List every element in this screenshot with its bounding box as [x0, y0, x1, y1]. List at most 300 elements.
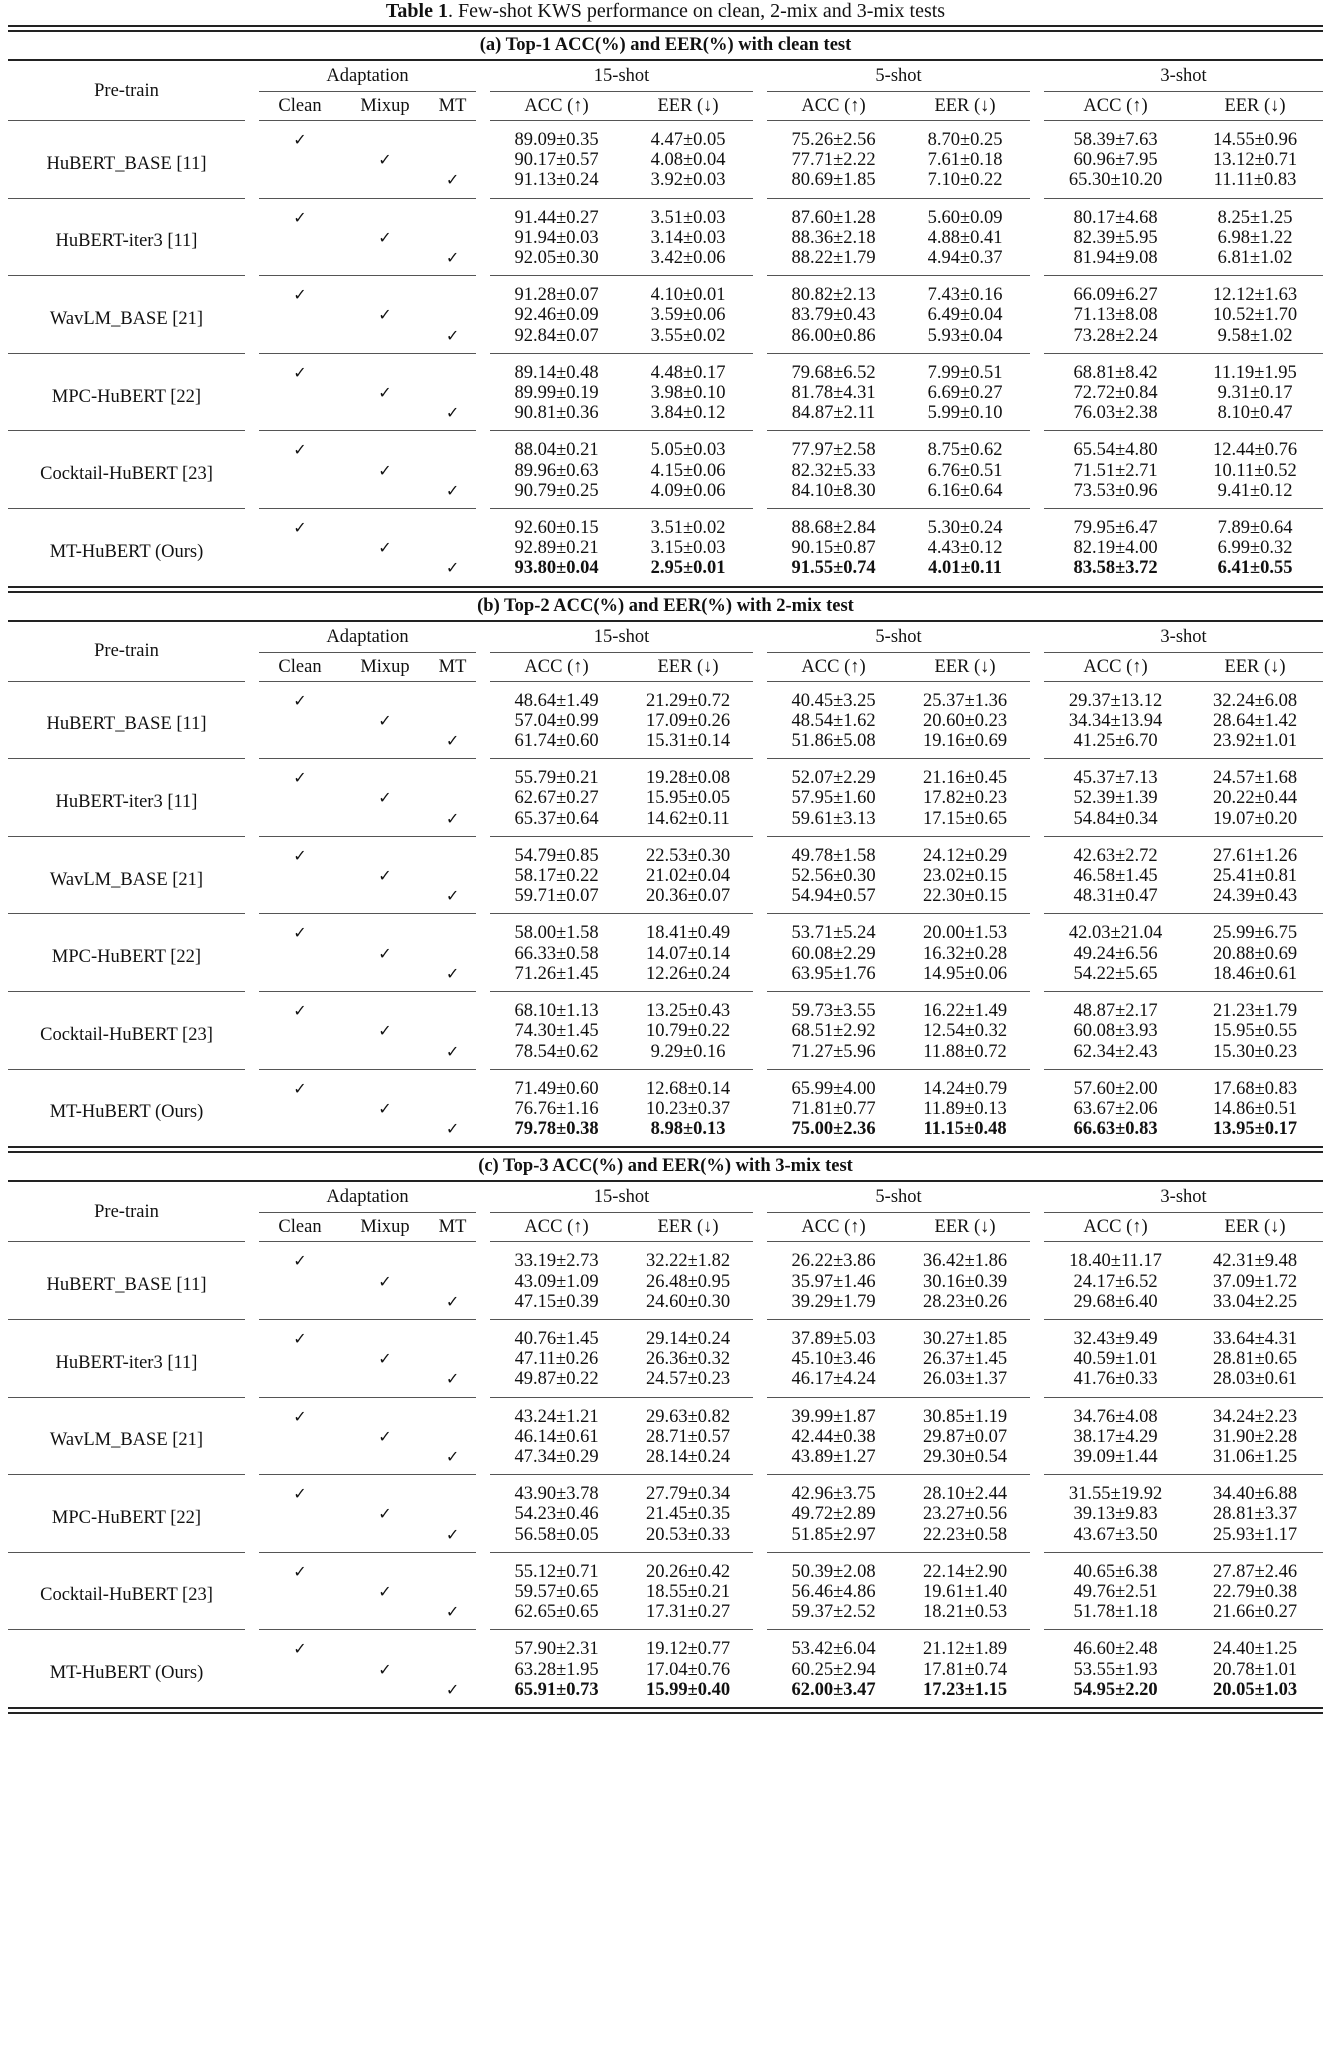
- spacer: [476, 992, 490, 1021]
- eer-value: 23.92±1.01: [1212, 731, 1298, 752]
- pretrain-model-name: MPC-HuBERT [22]: [51, 386, 202, 407]
- eer-value: 17.31±0.27: [645, 1602, 731, 1623]
- spacer: [1030, 150, 1044, 170]
- acc-value: 52.39±1.39: [1073, 788, 1158, 809]
- acc-value: 88.22±1.79: [791, 248, 876, 269]
- empty-cell: [429, 150, 476, 170]
- col-header-mt: MT: [438, 96, 467, 116]
- eer-value: 31.06±1.25: [1212, 1446, 1298, 1467]
- col-header-eer: EER (↓): [1224, 656, 1286, 677]
- empty-cell: [429, 431, 476, 460]
- empty-cell: [429, 759, 476, 788]
- spacer: [476, 1349, 490, 1369]
- acc-value: 75.26±2.56: [791, 130, 876, 150]
- pretrain-model-name: WavLM_BASE [21]: [49, 869, 204, 890]
- eer-value: 29.87±0.07: [922, 1426, 1008, 1447]
- spacer: [245, 1525, 259, 1552]
- col-header-eer: EER (↓): [1224, 1217, 1286, 1238]
- section-table: [8, 61, 1323, 586]
- col-header-clean: Clean: [278, 656, 322, 677]
- check-icon: ✓: [293, 362, 307, 382]
- table-row: [8, 1630, 1323, 1659]
- spacer: [245, 1660, 259, 1680]
- acc-value: 73.28±2.24: [1073, 325, 1158, 346]
- acc-value: 38.17±4.29: [1073, 1426, 1158, 1447]
- spacer: [1030, 481, 1044, 508]
- eer-value: 3.15±0.03: [650, 538, 726, 559]
- empty-cell: [429, 305, 476, 325]
- section-table: [8, 1182, 1323, 1707]
- col-header-acc: ACC (↑): [1083, 1217, 1148, 1238]
- spacer: [1030, 276, 1044, 305]
- acc-value: 62.00±3.47: [791, 1679, 876, 1700]
- empty-cell: [259, 1582, 341, 1602]
- table-row: [8, 1070, 1323, 1099]
- eer-value: 20.22±0.44: [1212, 788, 1298, 809]
- spacer: [245, 1182, 259, 1213]
- eer-value: 20.36±0.07: [645, 886, 731, 907]
- eer-value: 14.62±0.11: [646, 808, 730, 829]
- empty-cell: [429, 461, 476, 481]
- acc-value: 63.67±2.06: [1073, 1098, 1158, 1119]
- spacer: [476, 326, 490, 353]
- check-icon: ✓: [378, 1659, 392, 1679]
- acc-value: 51.78±1.18: [1073, 1602, 1158, 1623]
- empty-cell: [341, 1398, 429, 1427]
- acc-value: 51.85±2.97: [791, 1524, 876, 1545]
- check-icon: ✓: [293, 845, 307, 865]
- eer-value: 37.09±1.72: [1212, 1271, 1298, 1292]
- spacer: [245, 1680, 259, 1707]
- pretrain-model-name: Cocktail-HuBERT [23]: [40, 1024, 213, 1045]
- table-row: [8, 431, 1323, 460]
- results-table: [8, 25, 1323, 1714]
- acc-value: 53.55±1.93: [1073, 1659, 1158, 1680]
- spacer: [1030, 759, 1044, 788]
- eer-value: 17.23±1.15: [922, 1679, 1008, 1700]
- acc-value: 58.17±0.22: [514, 866, 599, 887]
- spacer: [753, 1320, 767, 1349]
- eer-value: 19.61±1.40: [922, 1581, 1008, 1602]
- check-icon: ✓: [293, 1328, 307, 1348]
- spacer: [476, 431, 490, 460]
- eer-value: 7.61±0.18: [927, 150, 1003, 171]
- table-caption-text: . Few-shot KWS performance on clean, 2-mix and 3-mix tests: [447, 0, 946, 22]
- spacer: [753, 1504, 767, 1524]
- spacer: [245, 509, 259, 538]
- eer-value: 4.47±0.05: [650, 130, 726, 150]
- acc-value: 47.34±0.29: [514, 1446, 599, 1467]
- empty-cell: [429, 276, 476, 305]
- spacer: [476, 1680, 490, 1707]
- pretrain-model-name: HuBERT-iter3 [11]: [55, 231, 198, 252]
- eer-value: 27.61±1.26: [1212, 845, 1298, 866]
- spacer: [245, 383, 259, 403]
- eer-value: 21.45±0.35: [645, 1504, 731, 1525]
- spacer: [245, 1042, 259, 1069]
- spacer: [753, 1292, 767, 1319]
- spacer: [1030, 248, 1044, 275]
- spacer: [476, 1427, 490, 1447]
- spacer: [1030, 121, 1044, 150]
- spacer: [753, 61, 767, 92]
- acc-value: 56.46±4.86: [791, 1581, 876, 1602]
- eer-value: 6.81±1.02: [1217, 248, 1293, 269]
- eer-value: 26.48±0.95: [645, 1271, 731, 1292]
- table-row: [8, 759, 1323, 788]
- pretrain-model-name: WavLM_BASE [21]: [49, 1430, 204, 1451]
- spacer: [753, 1660, 767, 1680]
- spacer: [245, 1630, 259, 1659]
- empty-cell: [259, 170, 341, 197]
- shot-header-3-shot: 3-shot: [1044, 622, 1323, 653]
- empty-cell: [429, 788, 476, 808]
- col-header-eer: EER (↓): [934, 1217, 996, 1238]
- spacer: [476, 403, 490, 430]
- eer-value: 22.14±2.90: [922, 1561, 1008, 1582]
- spacer: [753, 1213, 767, 1241]
- check-icon: ✓: [445, 1446, 460, 1466]
- check-icon: ✓: [445, 248, 460, 268]
- spacer: [753, 150, 767, 170]
- acc-value: 52.07±2.29: [791, 768, 876, 789]
- spacer: [476, 788, 490, 808]
- eer-value: 28.10±2.44: [922, 1484, 1008, 1505]
- header-row-groups: [8, 61, 1323, 92]
- empty-cell: [259, 403, 341, 430]
- acc-value: 54.22±5.65: [1073, 963, 1158, 984]
- spacer: [476, 354, 490, 383]
- spacer: [476, 866, 490, 886]
- spacer: [1030, 1447, 1044, 1474]
- spacer: [1030, 1369, 1044, 1396]
- empty-cell: [429, 538, 476, 558]
- spacer: [476, 150, 490, 170]
- table-row: [8, 199, 1323, 228]
- spacer: [245, 1070, 259, 1099]
- table-row: [8, 914, 1323, 943]
- eer-value: 4.10±0.01: [650, 285, 726, 306]
- acc-value: 39.13±9.83: [1073, 1504, 1158, 1525]
- acc-value: 92.60±0.15: [514, 518, 599, 539]
- acc-value: 82.39±5.95: [1073, 227, 1158, 248]
- col-header-eer: EER (↓): [934, 656, 996, 677]
- table-row: [8, 1242, 1323, 1271]
- empty-cell: [341, 1119, 429, 1146]
- spacer: [476, 682, 490, 711]
- table-row: [8, 1553, 1323, 1582]
- empty-cell: [259, 461, 341, 481]
- spacer: [245, 1242, 259, 1271]
- acc-value: 65.91±0.73: [514, 1679, 599, 1700]
- table-caption: [0, 0, 1331, 22]
- acc-value: 47.11±0.26: [514, 1349, 599, 1370]
- section-table: [8, 622, 1323, 1147]
- empty-cell: [429, 1021, 476, 1041]
- spacer: [753, 276, 767, 305]
- eer-value: 24.60±0.30: [645, 1291, 731, 1312]
- spacer: [753, 944, 767, 964]
- empty-cell: [429, 1427, 476, 1447]
- empty-cell: [259, 1369, 341, 1396]
- eer-value: 19.12±0.77: [645, 1639, 731, 1660]
- eer-value: 30.16±0.39: [922, 1271, 1008, 1292]
- eer-value: 4.15±0.06: [650, 460, 726, 481]
- spacer: [753, 1427, 767, 1447]
- spacer: [753, 914, 767, 943]
- acc-value: 89.09±0.35: [514, 130, 599, 150]
- acc-value: 57.04±0.99: [514, 710, 599, 731]
- spacer: [1030, 558, 1044, 585]
- eer-value: 4.43±0.12: [927, 538, 1003, 559]
- acc-value: 54.95±2.20: [1073, 1679, 1158, 1700]
- empty-cell: [341, 1447, 429, 1474]
- spacer: [476, 1660, 490, 1680]
- acc-value: 41.25±6.70: [1073, 731, 1158, 752]
- eer-value: 3.59±0.06: [650, 305, 726, 326]
- empty-cell: [341, 1602, 429, 1629]
- table-row: [8, 1475, 1323, 1504]
- spacer: [476, 1320, 490, 1349]
- spacer: [753, 731, 767, 758]
- spacer: [1030, 1582, 1044, 1602]
- empty-cell: [429, 1272, 476, 1292]
- spacer: [753, 682, 767, 711]
- spacer: [1030, 1042, 1044, 1069]
- empty-cell: [259, 1021, 341, 1041]
- table-row: [8, 354, 1323, 383]
- eer-value: 17.09±0.26: [645, 710, 731, 731]
- acc-value: 81.94±9.08: [1073, 248, 1158, 269]
- acc-value: 90.79±0.25: [514, 480, 599, 501]
- eer-value: 25.93±1.17: [1212, 1524, 1298, 1545]
- eer-value: 9.31±0.17: [1217, 383, 1293, 404]
- eer-value: 12.68±0.14: [645, 1078, 731, 1099]
- acc-value: 52.56±0.30: [791, 866, 876, 887]
- empty-cell: [259, 1504, 341, 1524]
- spacer: [476, 170, 490, 197]
- eer-value: 26.03±1.37: [922, 1369, 1008, 1390]
- section-top-rule: [8, 1146, 1323, 1153]
- spacer: [1030, 1630, 1044, 1659]
- empty-cell: [259, 558, 341, 585]
- acc-value: 59.71±0.07: [514, 886, 599, 907]
- acc-value: 48.87±2.17: [1073, 1001, 1158, 1022]
- spacer: [245, 1475, 259, 1504]
- eer-value: 24.40±1.25: [1212, 1639, 1298, 1660]
- acc-value: 40.76±1.45: [514, 1328, 599, 1349]
- acc-value: 46.60±2.48: [1073, 1639, 1158, 1660]
- spacer: [476, 305, 490, 325]
- eer-value: 11.88±0.72: [923, 1041, 1007, 1062]
- acc-value: 41.76±0.33: [1073, 1369, 1158, 1390]
- empty-cell: [429, 711, 476, 731]
- empty-cell: [341, 326, 429, 353]
- pretrain-model-name: Cocktail-HuBERT [23]: [40, 464, 213, 485]
- empty-cell: [259, 1427, 341, 1447]
- acc-value: 90.17±0.57: [514, 150, 599, 171]
- eer-value: 3.55±0.02: [650, 325, 726, 346]
- spacer: [753, 1070, 767, 1099]
- eer-value: 11.15±0.48: [923, 1119, 1007, 1140]
- spacer: [245, 653, 259, 681]
- eer-value: 29.63±0.82: [645, 1406, 731, 1427]
- spacer: [245, 558, 259, 585]
- acc-value: 63.95±1.76: [791, 963, 876, 984]
- acc-value: 39.09±1.44: [1073, 1446, 1158, 1467]
- spacer: [753, 653, 767, 681]
- table-row: [8, 837, 1323, 866]
- eer-value: 11.19±1.95: [1213, 362, 1297, 383]
- spacer: [1030, 1349, 1044, 1369]
- spacer: [476, 1213, 490, 1241]
- eer-value: 22.53±0.30: [645, 845, 731, 866]
- acc-value: 83.79±0.43: [791, 305, 876, 326]
- col-header-mt: MT: [438, 656, 467, 677]
- spacer: [245, 1292, 259, 1319]
- spacer: [476, 1242, 490, 1271]
- spacer: [1030, 1213, 1044, 1241]
- spacer: [753, 509, 767, 538]
- spacer: [753, 1182, 767, 1213]
- empty-cell: [341, 276, 429, 305]
- empty-cell: [429, 121, 476, 150]
- acc-value: 88.04±0.21: [514, 440, 599, 461]
- spacer: [245, 682, 259, 711]
- acc-value: 91.55±0.74: [791, 558, 876, 579]
- acc-value: 89.99±0.19: [514, 383, 599, 404]
- eer-value: 3.92±0.03: [650, 170, 726, 191]
- spacer: [476, 1099, 490, 1119]
- check-icon: ✓: [293, 1406, 307, 1426]
- spacer: [245, 1602, 259, 1629]
- acc-value: 82.19±4.00: [1073, 538, 1158, 559]
- spacer: [1030, 1660, 1044, 1680]
- acc-value: 46.58±1.45: [1073, 866, 1158, 887]
- spacer: [245, 788, 259, 808]
- eer-value: 13.95±0.17: [1212, 1119, 1298, 1140]
- spacer: [245, 1272, 259, 1292]
- acc-value: 73.53±0.96: [1073, 480, 1158, 501]
- check-icon: ✓: [378, 460, 392, 480]
- acc-value: 43.89±1.27: [791, 1446, 876, 1467]
- spacer: [476, 383, 490, 403]
- empty-cell: [341, 1320, 429, 1349]
- acc-value: 92.46±0.09: [514, 305, 599, 326]
- eer-value: 10.79±0.22: [645, 1021, 731, 1042]
- eer-value: 24.12±0.29: [922, 845, 1008, 866]
- eer-value: 3.84±0.12: [650, 403, 726, 424]
- spacer: [753, 481, 767, 508]
- shot-header-5-shot: 5-shot: [767, 622, 1030, 653]
- empty-cell: [259, 964, 341, 991]
- spacer: [753, 461, 767, 481]
- empty-cell: [429, 228, 476, 248]
- empty-cell: [259, 1525, 341, 1552]
- eer-value: 14.07±0.14: [645, 943, 731, 964]
- spacer: [753, 121, 767, 150]
- eer-value: 12.44±0.76: [1212, 440, 1298, 461]
- check-icon: ✓: [445, 558, 460, 578]
- acc-value: 29.37±13.12: [1068, 690, 1163, 711]
- pretrain-model-name: MT-HuBERT (Ours): [49, 541, 204, 562]
- spacer: [753, 1447, 767, 1474]
- spacer: [245, 1213, 259, 1241]
- empty-cell: [259, 305, 341, 325]
- empty-cell: [429, 866, 476, 886]
- check-icon: ✓: [445, 1524, 460, 1544]
- empty-cell: [341, 759, 429, 788]
- eer-value: 28.14±0.24: [645, 1446, 731, 1467]
- table-label: Table 1: [385, 0, 448, 22]
- empty-cell: [341, 886, 429, 913]
- spacer: [245, 759, 259, 788]
- spacer: [1030, 837, 1044, 866]
- eer-value: 9.29±0.16: [650, 1041, 726, 1062]
- acc-value: 61.74±0.60: [514, 731, 599, 752]
- acc-value: 48.54±1.62: [791, 710, 876, 731]
- spacer: [476, 92, 490, 120]
- spacer: [1030, 944, 1044, 964]
- acc-value: 65.54±4.80: [1073, 440, 1158, 461]
- spacer: [753, 1119, 767, 1146]
- eer-value: 20.05±1.03: [1212, 1679, 1298, 1700]
- empty-cell: [259, 944, 341, 964]
- spacer: [753, 538, 767, 558]
- acc-value: 89.14±0.48: [514, 362, 599, 383]
- acc-value: 75.00±2.36: [791, 1119, 876, 1140]
- acc-value: 68.81±8.42: [1073, 362, 1158, 383]
- eer-value: 17.15±0.65: [922, 808, 1008, 829]
- spacer: [476, 837, 490, 866]
- col-header-acc: ACC (↑): [524, 656, 589, 677]
- check-icon: ✓: [293, 923, 307, 943]
- eer-value: 8.10±0.47: [1217, 403, 1293, 424]
- spacer: [1030, 1070, 1044, 1099]
- section-title: (b) Top-2 ACC(%) and EER(%) with 2-mix test: [477, 595, 854, 616]
- empty-cell: [429, 199, 476, 228]
- table-bottom-rule: [8, 1707, 1323, 1714]
- header-row-groups: [8, 1182, 1323, 1213]
- col-header-acc: ACC (↑): [801, 96, 866, 116]
- check-icon: ✓: [445, 1679, 460, 1699]
- empty-cell: [341, 170, 429, 197]
- empty-cell: [341, 1242, 429, 1271]
- table-row: [8, 992, 1323, 1021]
- empty-cell: [259, 1272, 341, 1292]
- eer-value: 29.30±0.54: [922, 1446, 1008, 1467]
- eer-value: 10.52±1.70: [1212, 305, 1298, 326]
- empty-cell: [429, 1582, 476, 1602]
- eer-value: 18.21±0.53: [922, 1602, 1008, 1623]
- spacer: [476, 228, 490, 248]
- spacer: [476, 622, 490, 653]
- pretrain-model-name: MPC-HuBERT [22]: [51, 947, 202, 968]
- acc-value: 34.34±13.94: [1068, 710, 1163, 731]
- spacer: [476, 1630, 490, 1659]
- spacer: [1030, 1475, 1044, 1504]
- spacer: [753, 1525, 767, 1552]
- acc-value: 24.17±6.52: [1073, 1271, 1158, 1292]
- spacer: [753, 1553, 767, 1582]
- acc-value: 31.55±19.92: [1068, 1484, 1163, 1505]
- acc-value: 65.37±0.64: [514, 808, 599, 829]
- acc-value: 86.00±0.86: [791, 325, 876, 346]
- spacer: [245, 1369, 259, 1396]
- acc-value: 81.78±4.31: [791, 383, 876, 404]
- acc-value: 87.60±1.28: [791, 207, 876, 228]
- empty-cell: [259, 1680, 341, 1707]
